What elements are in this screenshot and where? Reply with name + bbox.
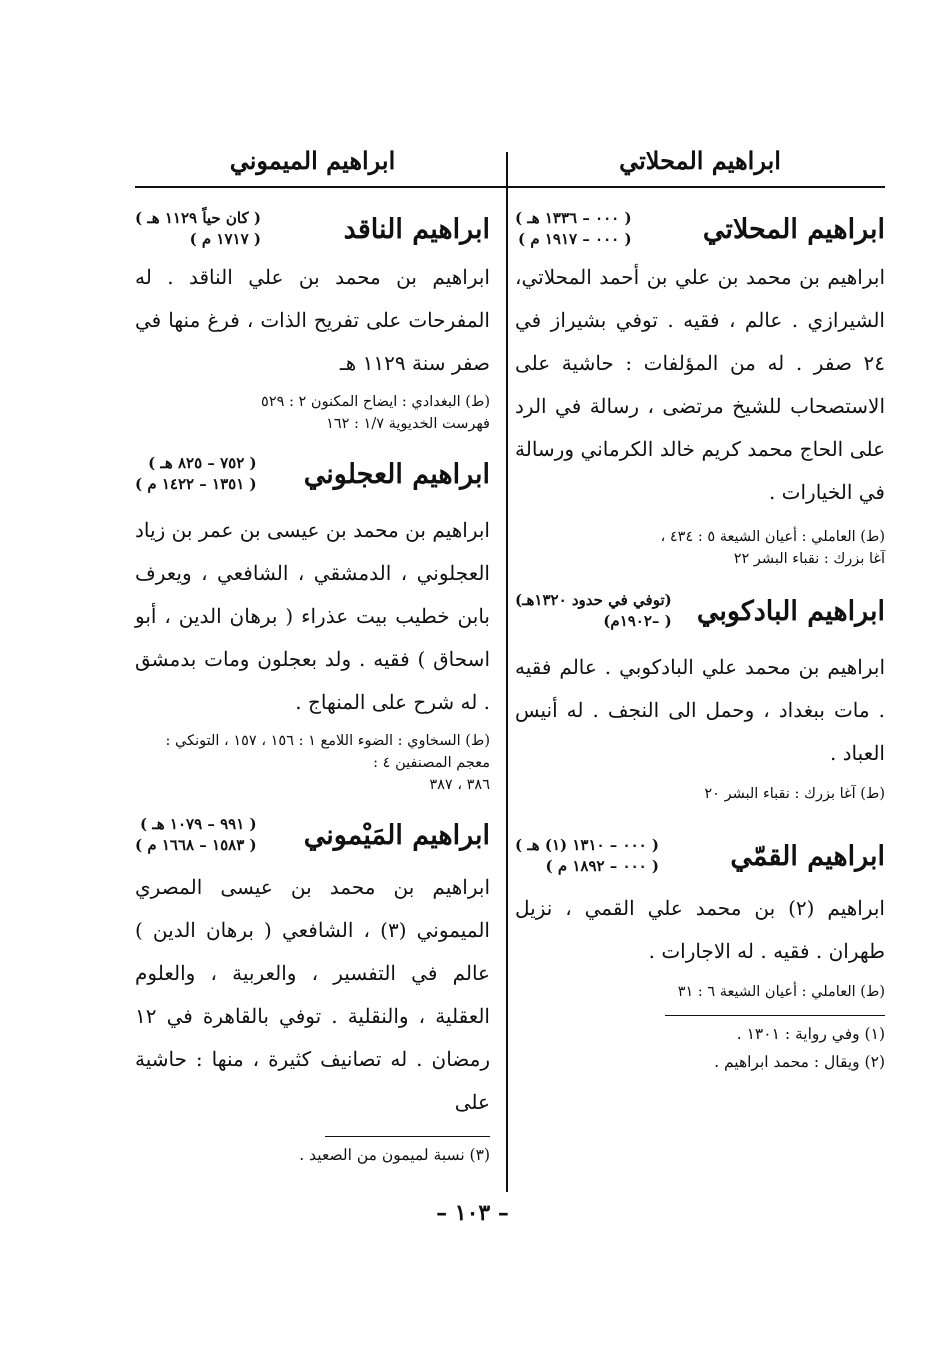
reference-line: (ط) العاملي : أعيان الشيعة ٥ : ٤٣٤ ، <box>660 529 885 545</box>
entry-dates <box>135 814 257 856</box>
running-head-right: ابراهيم المحلاتي <box>619 146 781 175</box>
entry <box>135 208 490 435</box>
footnotes <box>135 1141 490 1169</box>
entry-dates <box>515 208 632 250</box>
date-gregorian: ( ٠٠٠ – ١٨٩٢ م ) <box>545 857 660 875</box>
footnote: (٢) ويقال : محمد ابراهيم . <box>714 1053 885 1071</box>
entry-reference <box>135 730 490 796</box>
entry-body: ابراهيم بن محمد بن علي بن أحمد المحلاتي، الشيرازي . عالم ، فقيه . توفي بشيراز في ٢٤ صفر . له من المؤلفات : حاشية على الاستصحاب للشيخ مرتضى ، رسالة في الرد على الحاج محمد كريم خالد الكرماني ورسالة في الخيارات . <box>515 265 885 504</box>
entry-body: ابراهيم (٢) بن محمد علي القمي ، نزيل طهران . فقيه . له الاجارات . <box>515 896 885 963</box>
page-number: – ١٠٣ – <box>436 1200 509 1226</box>
entry-header <box>135 814 490 856</box>
reference-line: (ط) السخاوي : الضوء اللامع ١ : ١٥٦ ، ١٥٧ ، التونكي : معجم المصنفين ٤ : <box>165 733 490 771</box>
footnote: (٣) نسبة لميمون من الصعيد . <box>299 1146 490 1164</box>
date-gregorian: ( ١٥٨٣ – ١٦٦٨ م ) <box>135 836 257 854</box>
entry <box>515 590 885 805</box>
entry-header <box>515 590 885 632</box>
reference-line: فهرست الخديوية ١/٧ : ١٦٢ <box>326 416 490 432</box>
entry-body: ابراهيم بن محمد بن علي الناقد . له المفرحات على تفريح الذات ، فرغ منها في صفر سنة ١١٢٩ هـ <box>135 265 490 375</box>
reference-line: (ط) العاملي : أعيان الشيعة ٦ : ٣١ <box>677 984 885 1000</box>
entry-header <box>135 208 490 250</box>
reference-line: (ط) البغدادي : ايضاح المكنون ٢ : ٥٢٩ <box>261 394 490 410</box>
entry-header <box>515 208 885 250</box>
entry-title: ابراهيم العجلوني <box>303 458 490 490</box>
entry-body: ابراهيم بن محمد علي البادكوبي . عالم فقيه . مات ببغداد ، وحمل الى النجف . له أنيس العباد . <box>515 655 885 765</box>
entry-title: ابراهيم المَيْموني <box>303 819 490 851</box>
date-hijri: ( ٠٠٠ – ١٣١٠ (١) هـ ) <box>515 836 660 854</box>
entry-title: ابراهيم القمّي <box>730 840 885 872</box>
date-gregorian: ( ٠٠٠ – ١٩١٧ م ) <box>518 230 632 248</box>
footnote-rule <box>325 1136 490 1137</box>
entry-title: ابراهيم البادكوبي <box>696 595 885 627</box>
date-hijri: ( ٧٥٢ – ٨٢٥ هـ ) <box>148 454 257 472</box>
entry-reference <box>515 981 885 1003</box>
right-column <box>515 140 885 1076</box>
running-head-left: ابراهيم الميموني <box>229 146 396 175</box>
date-gregorian: ( ١٣٥١ – ١٤٢٢ م ) <box>135 475 257 493</box>
entry-body: ابراهيم بن محمد بن عيسى بن عمر بن زياد العجلوني ، الدمشقي ، الشافعي ، ويعرف بابن خطيب بيت عذراء ( برهان الدين ، أبو اسحاق ) فقيه . ولد بعجلون ومات بدمشق . له شرح على المنهاج . <box>135 518 490 714</box>
date-gregorian: ( –١٩٠٢م) <box>603 612 672 630</box>
date-hijri: ( ٠٠٠ – ١٣٣٦ هـ ) <box>515 209 632 227</box>
entry-header <box>515 835 885 877</box>
entry-title: ابراهيم الناقد <box>343 213 490 245</box>
left-column <box>135 140 490 1169</box>
entry-dates <box>515 835 659 877</box>
entry-header <box>135 453 490 495</box>
entry-dates <box>515 590 672 632</box>
entry-reference <box>135 391 490 435</box>
entry <box>515 835 885 1003</box>
entry-body: ابراهيم بن محمد بن عيسى المصري الميموني (٣) ، الشافعي ( برهان الدين ) عالم في التفسير ، والعربية ، والعلوم العقلية ، والنقلية . توفي بالقاهرة في ١٢ رمضان . له تصانيف كثيرة ، منها : حاشية على <box>135 875 490 1114</box>
entry <box>135 453 490 796</box>
date-hijri: (توفي في حدود ١٣٢٠هـ) <box>515 591 672 609</box>
entry <box>135 814 490 1124</box>
entry-dates <box>135 453 257 495</box>
date-hijri: ( ٩٩١ – ١٠٧٩ هـ ) <box>140 815 257 833</box>
entry <box>515 208 885 570</box>
entry-dates <box>135 208 261 250</box>
entry-reference <box>515 526 885 570</box>
date-hijri: ( كان حياً ١١٢٩ هـ ) <box>135 209 261 227</box>
entry-title: ابراهيم المحلاتي <box>702 213 885 245</box>
footnotes <box>515 1020 885 1076</box>
entry-reference <box>515 783 885 805</box>
reference-line: ٣٨٦ ، ٣٨٧ <box>429 777 490 793</box>
reference-line: آغا بزرك : نقباء البشر ٢٢ <box>733 551 885 567</box>
footnote-rule <box>665 1015 885 1016</box>
date-gregorian: ( ١٧١٧ م ) <box>189 230 261 248</box>
reference-line: (ط) آغا بزرك : نقباء البشر ٢٠ <box>704 786 885 802</box>
footnote: (١) وفي رواية : ١٣٠١ . <box>736 1025 885 1043</box>
column-divider <box>506 152 508 1192</box>
